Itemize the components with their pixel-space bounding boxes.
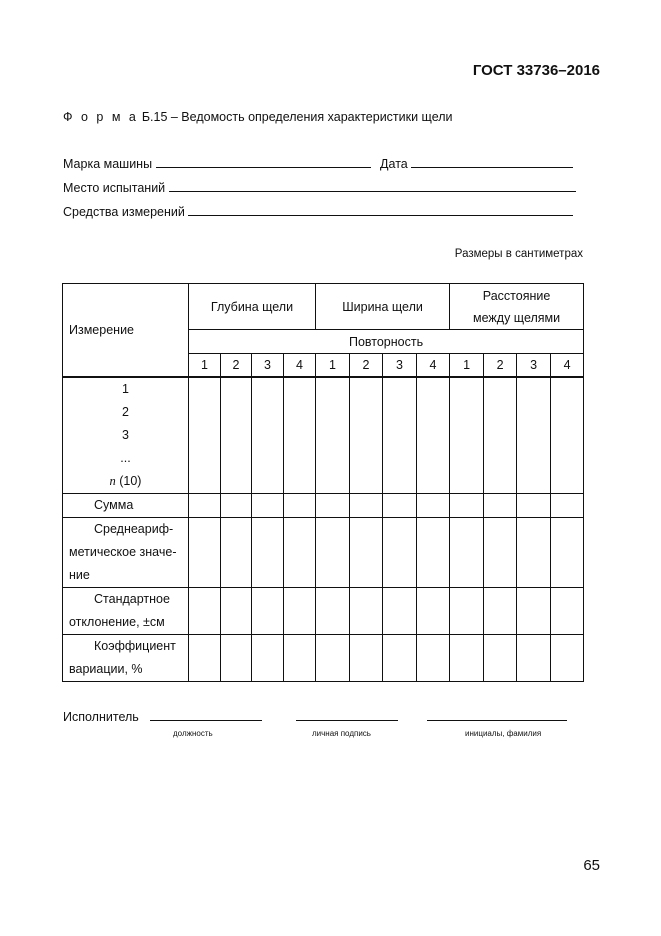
data-cell[interactable] (350, 493, 383, 517)
row-std-line2: отклонение, ±см (69, 614, 165, 629)
data-cell[interactable] (284, 587, 316, 634)
data-cell[interactable] (551, 377, 584, 494)
data-cell[interactable] (551, 517, 584, 587)
executor-line (63, 708, 567, 724)
data-cell[interactable] (221, 587, 252, 634)
data-cell[interactable] (316, 377, 350, 494)
data-cell[interactable] (252, 517, 284, 587)
data-cell[interactable] (221, 517, 252, 587)
row-std-label (63, 587, 189, 634)
rep-number: 3 (517, 354, 551, 377)
measurement-number: 1 (122, 381, 129, 396)
row-sum-label: Сумма (63, 493, 189, 517)
rep-number: 3 (252, 354, 284, 377)
header-repetition: Повторность (189, 330, 584, 354)
measurement-number-last (63, 470, 188, 493)
data-cell[interactable] (284, 493, 316, 517)
data-cell[interactable] (517, 517, 551, 587)
header-width: Ширина щели (316, 284, 450, 330)
date-input-line[interactable] (411, 155, 573, 168)
data-cell[interactable] (383, 587, 417, 634)
header-spacing (450, 284, 584, 330)
data-cell[interactable] (484, 517, 517, 587)
data-cell[interactable] (484, 634, 517, 681)
data-cell[interactable] (252, 634, 284, 681)
machine-brand-label: Марка машины (63, 157, 153, 171)
data-cell[interactable] (383, 634, 417, 681)
data-cell[interactable] (450, 493, 484, 517)
data-cell[interactable] (450, 517, 484, 587)
data-cell[interactable] (484, 377, 517, 494)
rep-number: 4 (417, 354, 450, 377)
measurement-number: 3 (122, 427, 129, 442)
data-cell[interactable] (189, 587, 221, 634)
name-input-line[interactable] (427, 708, 567, 721)
data-cell[interactable] (383, 493, 417, 517)
rep-number: 2 (221, 354, 252, 377)
data-cell[interactable] (350, 377, 383, 494)
data-cell[interactable] (189, 377, 221, 494)
data-cell[interactable] (551, 587, 584, 634)
field-instruments (63, 203, 573, 219)
data-cell[interactable] (252, 493, 284, 517)
data-cell[interactable] (316, 634, 350, 681)
row-cv-line2: вариации, % (69, 661, 143, 676)
data-cell[interactable] (284, 634, 316, 681)
caption-signature: личная подпись (312, 729, 371, 738)
data-cell[interactable] (316, 493, 350, 517)
rep-number: 2 (350, 354, 383, 377)
row-cv-line1: Коэффициент (94, 638, 176, 653)
row-cv-label (63, 634, 189, 681)
form-title-text: Б.15 – Ведомость определения характеристики щели (138, 110, 453, 124)
header-spacing-line2: между щелями (473, 310, 561, 325)
data-cell[interactable] (189, 517, 221, 587)
units-note: Размеры в сантиметрах (454, 248, 583, 260)
rep-number: 1 (450, 354, 484, 377)
data-cell[interactable] (350, 634, 383, 681)
rep-number: 1 (316, 354, 350, 377)
row-mean-line2: метическое значе- (69, 544, 177, 559)
data-cell[interactable] (252, 587, 284, 634)
executor-label: Исполнитель (63, 710, 139, 724)
data-cell[interactable] (417, 517, 450, 587)
rep-number: 4 (284, 354, 316, 377)
data-cell[interactable] (484, 493, 517, 517)
position-input-line[interactable] (150, 708, 262, 721)
measurement-table (62, 283, 584, 682)
data-cell[interactable] (517, 377, 551, 494)
row-mean-line1: Среднеариф- (94, 521, 174, 536)
data-cell[interactable] (517, 493, 551, 517)
measurement-number: ... (120, 450, 131, 465)
data-cell[interactable] (383, 517, 417, 587)
data-cell[interactable] (551, 493, 584, 517)
form-title-prefix: Ф о р м а (63, 110, 139, 124)
rep-number: 4 (551, 354, 584, 377)
data-cell[interactable] (316, 587, 350, 634)
signature-input-line[interactable] (296, 708, 398, 721)
page-number: 65 (583, 857, 600, 874)
rep-number: 2 (484, 354, 517, 377)
data-cell[interactable] (450, 587, 484, 634)
data-cell[interactable] (221, 493, 252, 517)
caption-name: инициалы, фамилия (465, 729, 542, 738)
data-cell[interactable] (417, 377, 450, 494)
instruments-label: Средства измерений (63, 205, 185, 219)
n-variable: n (109, 473, 116, 488)
rep-number: 3 (383, 354, 417, 377)
measurement-numbers (63, 377, 189, 494)
data-cell[interactable] (551, 634, 584, 681)
field-test-site (63, 179, 576, 195)
data-cell[interactable] (517, 587, 551, 634)
data-cell[interactable] (450, 634, 484, 681)
row-mean-label (63, 517, 189, 587)
data-cell[interactable] (252, 377, 284, 494)
data-cell[interactable] (221, 634, 252, 681)
header-measurement: Измерение (63, 284, 189, 377)
data-cell[interactable] (350, 517, 383, 587)
measurement-number: 2 (122, 404, 129, 419)
instruments-input-line[interactable] (188, 203, 573, 216)
test-site-label: Место испытаний (63, 181, 166, 195)
standard-id: ГОСТ 33736–2016 (472, 62, 600, 79)
row-mean-line3: ние (69, 567, 90, 582)
data-cell[interactable] (417, 587, 450, 634)
form-title (63, 110, 453, 124)
test-site-input-line[interactable] (169, 179, 576, 192)
data-cell[interactable] (383, 377, 417, 494)
data-cell[interactable] (484, 587, 517, 634)
row-std-line1: Стандартное (94, 591, 170, 606)
data-cell[interactable] (284, 517, 316, 587)
data-cell[interactable] (417, 634, 450, 681)
data-cell[interactable] (189, 634, 221, 681)
rep-number: 1 (189, 354, 221, 377)
field-machine-brand (63, 155, 573, 171)
header-depth: Глубина щели (189, 284, 316, 330)
data-cell[interactable] (450, 377, 484, 494)
data-cell[interactable] (417, 493, 450, 517)
data-cell[interactable] (517, 634, 551, 681)
data-cell[interactable] (316, 517, 350, 587)
data-cell[interactable] (350, 587, 383, 634)
n-value: (10) (115, 473, 142, 488)
date-label: Дата (380, 157, 408, 171)
header-spacing-line1: Расстояние (482, 288, 551, 303)
data-cell[interactable] (284, 377, 316, 494)
data-cell[interactable] (221, 377, 252, 494)
caption-position: должность (173, 729, 213, 738)
machine-brand-input-line[interactable] (156, 155, 371, 168)
data-cell[interactable] (189, 493, 221, 517)
